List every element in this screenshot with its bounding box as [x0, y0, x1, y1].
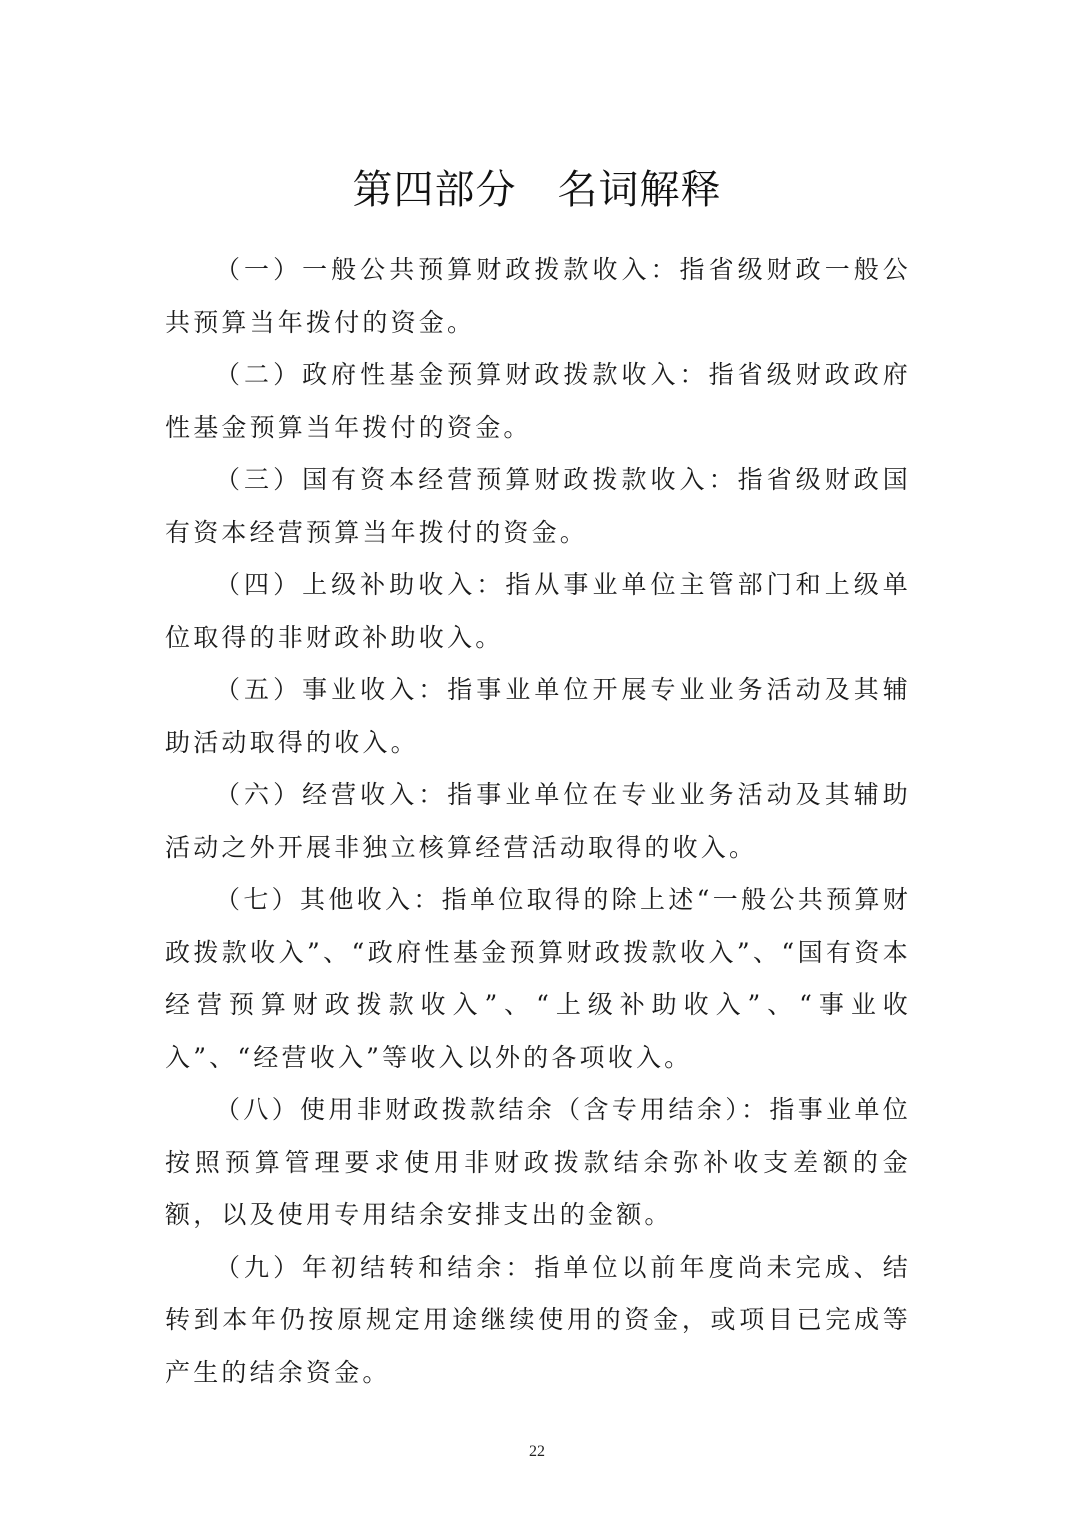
definition-paragraph-1: （一）一般公共预算财政拨款收入：指省级财政一般公共预算当年拨付的资金。	[165, 255, 911, 337]
page-number: 22	[529, 1443, 545, 1460]
definition-paragraph-3: （三）国有资本经营预算财政拨款收入：指省级财政国有资本经营预算当年拨付的资金。	[165, 465, 911, 547]
definition-paragraph-7: （七）其他收入：指单位取得的除上述“一般公共预算财政拨款收入”、“政府性基金预算财政拨款收入”、“国有资本经营预算财政拨款收入”、“上级补助收入”、“事业收入”、“经营收入”等收入以外的各项收入。	[165, 885, 911, 1072]
document-body	[165, 244, 911, 1399]
definition-paragraph-2: （二）政府性基金预算财政拨款收入：指省级财政政府性基金预算当年拨付的资金。	[165, 360, 911, 442]
definition-paragraph-8: （八）使用非财政拨款结余（含专用结余）：指事业单位按照预算管理要求使用非财政拨款结余弥补收支差额的金额，以及使用专用结余安排支出的金额。	[165, 1095, 911, 1229]
page-title: 第四部分 名词解释	[352, 167, 722, 213]
definition-paragraph-9: （九）年初结转和结余：指单位以前年度尚未完成、结转到本年仍按原规定用途继续使用的资金，或项目已完成等产生的结余资金。	[165, 1252, 911, 1387]
definition-paragraph-6: （六）经营收入：指事业单位在专业业务活动及其辅助活动之外开展非独立核算经营活动取得的收入。	[165, 780, 911, 862]
definition-paragraph-4: （四）上级补助收入：指从事业单位主管部门和上级单位取得的非财政补助收入。	[165, 570, 911, 652]
definition-paragraph-5: （五）事业收入：指事业单位开展专业业务活动及其辅助活动取得的收入。	[165, 675, 911, 757]
